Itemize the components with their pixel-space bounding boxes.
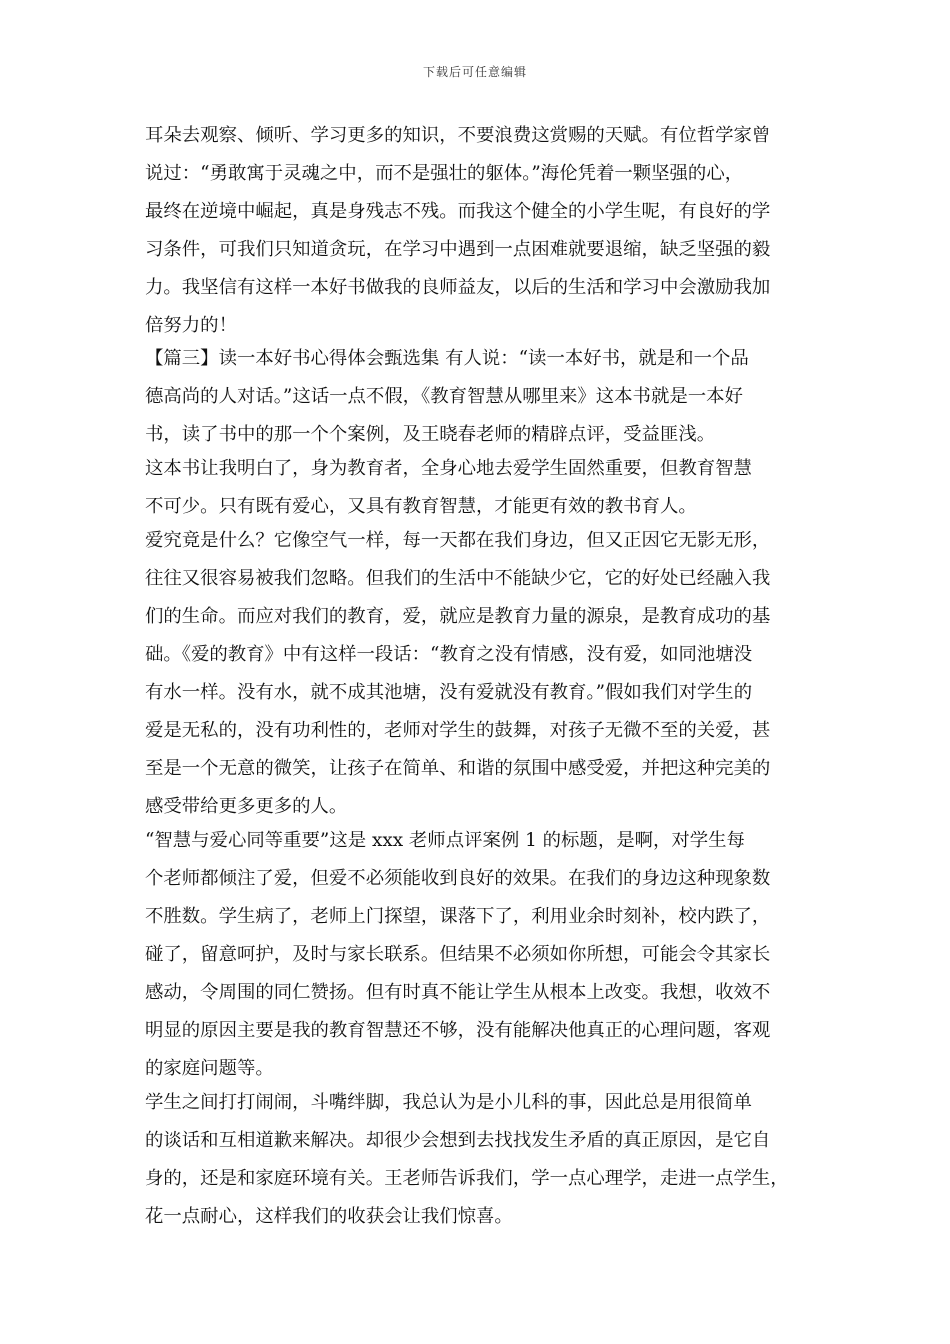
- text-line: 至是一个无意的微笑，让孩子在简单、和谐的氛围中感受爱，并把这种完美的: [145, 758, 771, 779]
- text-line: 明显的原因主要是我的教育智慧还不够，没有能解决他真正的心理问题，客观: [145, 1020, 771, 1041]
- text-line: 倍努力的！: [145, 315, 237, 336]
- text-line: 感受带给更多更多的人。: [145, 796, 348, 817]
- page-header: 下载后可任意编辑: [422, 65, 527, 79]
- paragraph-start-line: 爱究竟是什么？它像空气一样，每一天都在我们身边，但又正因它无影无形，: [145, 530, 771, 551]
- text-line: 往往又很容易被我们忽略。但我们的生活中不能缺少它，它的好处已经融入我: [145, 568, 771, 589]
- text-line: 说过：“勇敢寓于灵魂之中，而不是强壮的躯体。”海伦凭着一颗坚强的心，: [145, 163, 744, 184]
- text-line: 书，读了书中的那一个个案例，及王晓春老师的精辟点评，受益匪浅。: [145, 424, 716, 445]
- paragraph-start-line: 这本书让我明白了，身为教育者，全身心地去爱学生固然重要，但教育智慧: [145, 458, 752, 479]
- text-line: 的谈话和互相道歉来解决。却很少会想到去找找发生矛盾的真正原因，是它自: [145, 1130, 771, 1151]
- text-line: 花一点耐心，这样我们的收获会让我们惊喜。: [145, 1206, 513, 1227]
- text-line: 碰了，留意呵护，及时与家长联系。但结果不必须如你所想，可能会令其家长: [145, 944, 771, 965]
- text-line: 最终在逆境中崛起，真是身残志不残。而我这个健全的小学生呢，有良好的学: [145, 201, 771, 222]
- text-line: 们的生命。而应对我们的教育，爱，就应是教育力量的源泉，是教育成功的基: [145, 606, 771, 627]
- text-line: 不可少。只有既有爱心，又具有教育智慧，才能更有效的教书育人。: [145, 496, 697, 517]
- text-line: 感动，令周围的同仁赞扬。但有时真不能让学生从根本上改变。我想，收效不: [145, 982, 771, 1003]
- text-line: 个老师都倾注了爱，但爱不必须能收到良好的效果。在我们的身边这种现象数: [145, 868, 771, 889]
- text-line: 德高尚的人对话。”这话一点不假，《教育智慧从哪里来》这本书就是一本好: [145, 386, 743, 407]
- text-line: 有水一样。没有水，就不成其池塘，没有爱就没有教育。”假如我们对学生的: [145, 682, 753, 703]
- text-line: 不胜数。学生病了，老师上门探望，课落下了，利用业余时刻补，校内跌了，: [145, 906, 771, 927]
- paragraph-start-line: “智慧与爱心同等重要”这是 xxx 老师点评案例 1 的标题，是啊，对学生每: [145, 830, 745, 851]
- text-line: 习条件，可我们只知道贪玩，在学习中遇到一点困难就要退缩，缺乏坚强的毅: [145, 239, 771, 260]
- text-line: 爱是无私的，没有功利性的，老师对学生的鼓舞，对孩子无微不至的关爱，甚: [145, 720, 771, 741]
- text-line: 础。《爱的教育》中有这样一段话：“教育之没有情感，没有爱，如同池塘没: [145, 644, 753, 665]
- paragraph-start-line: 学生之间打打闹闹，斗嘴绊脚，我总认为是小儿科的事，因此总是用很简单: [145, 1092, 752, 1113]
- text-line: 身的，还是和家庭环境有关。王老师告诉我们，学一点心理学，走进一点学生，: [145, 1168, 789, 1189]
- section-heading-line: 【篇三】读一本好书心得体会甄选集 有人说：“读一本好书，就是和一个品: [145, 348, 749, 369]
- text-line: 的家庭问题等。: [145, 1058, 274, 1079]
- text-line: 耳朵去观察、倾听、学习更多的知识，不要浪费这赏赐的天赋。有位哲学家曾: [145, 125, 771, 146]
- text-line: 力。我坚信有这样一本好书做我的良师益友，以后的生活和学习中会激励我加: [145, 277, 771, 298]
